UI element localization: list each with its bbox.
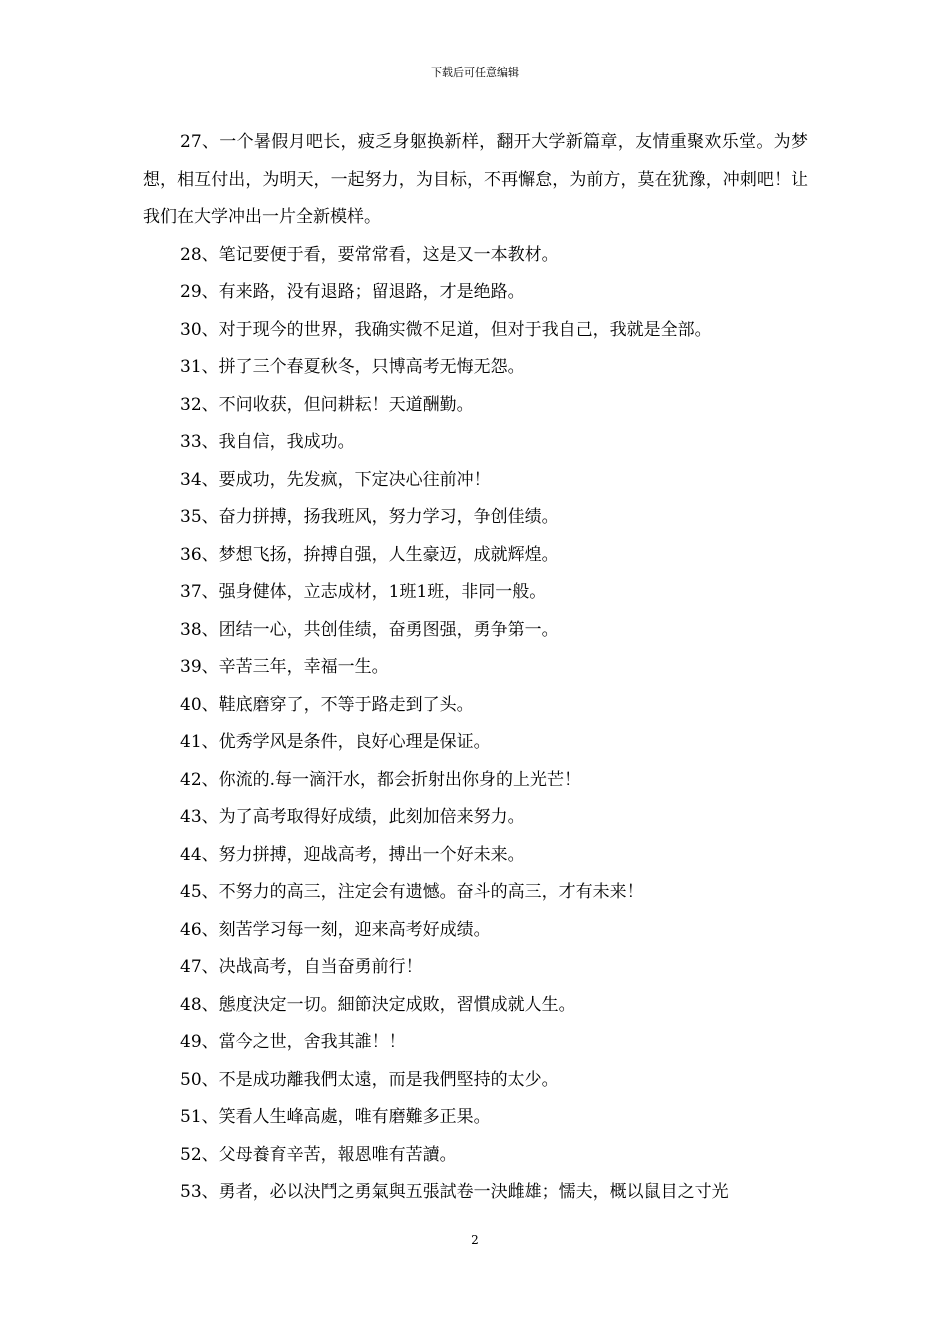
paragraph: 44、努力拼搏，迎战高考，搏出一个好未来。 [180,844,525,865]
paragraph: 30、对于现今的世界，我确实微不足道，但对于我自己，我就是全部。 [180,319,712,340]
paragraph: 42、你流的.每一滴汗水，都会折射出你身的上光芒！ [180,769,582,790]
paragraph: 49、當今之世，舍我其誰！！ [180,1032,406,1052]
paragraph: 38、团结一心，共创佳绩，奋勇图强，勇争第一。 [180,619,559,640]
paragraph: 35、奋力拼搏，扬我班风，努力学习，争创佳绩。 [180,507,559,527]
paragraph: 48、態度決定一切。細節決定成敗，習慣成就人生。 [180,994,576,1015]
paragraph: 36、梦想飞扬，拚搏自强，人生豪迈，成就辉煌。 [180,544,559,565]
paragraph: 39、辛苦三年，幸福一生。 [180,657,389,677]
paragraph: 41、优秀学风是条件，良好心理是保证。 [180,732,491,752]
paragraph: 43、为了高考取得好成绩，此刻加倍来努力。 [180,807,525,827]
paragraph: 40、鞋底磨穿了，不等于路走到了头。 [180,694,474,715]
paragraph: 52、父母養育辛苦，報恩唯有苦讀。 [180,1144,457,1165]
paragraph: 34、要成功，先发疯，下定决心往前冲！ [180,469,491,490]
paragraph: 33、我自信，我成功。 [180,432,355,452]
paragraph: 47、决战高考，自当奋勇前行！ [180,957,423,977]
page-number: 2 [471,1233,479,1247]
document-body [143,124,808,1212]
paragraph: 53、勇者，必以決鬥之勇氣與五張試卷一決雌雄；懦夫，概以鼠目之寸光 [180,1182,729,1202]
paragraph: 50、不是成功離我們太遠，而是我們堅持的太少。 [180,1069,559,1090]
paragraph: 46、刻苦学习每一刻，迎来高考好成绩。 [180,919,491,940]
paragraph: 31、拼了三个春夏秋冬，只博高考无悔无怨。 [180,357,525,377]
paragraph: 29、有来路，没有退路；留退路，才是绝路。 [180,282,525,302]
paragraph: 51、笑看人生峰高處，唯有磨難多正果。 [180,1107,491,1127]
paragraph: 32、不问收获，但问耕耘！天道酬勤。 [180,394,474,415]
paragraph: 37、强身健体，立志成材，1班1班，非同一般。 [180,582,547,602]
paragraph: 28、笔记要便于看，要常常看，这是又一本教材。 [180,244,559,265]
paragraph: 45、不努力的高三，注定会有遗憾。奋斗的高三，才有未来！ [180,882,644,902]
page-header: 下载后可任意编辑 [431,66,519,79]
paragraph: 27、一个暑假月吧长，疲乏身躯换新样，翻开大学新篇章，友情重聚欢乐堂。为梦想，相互付出，为明天，一起努力，为目标，不再懈怠，为前方，莫在犹豫，冲刺吧！让我们在大学冲出一片全新模样。 [143,132,808,227]
